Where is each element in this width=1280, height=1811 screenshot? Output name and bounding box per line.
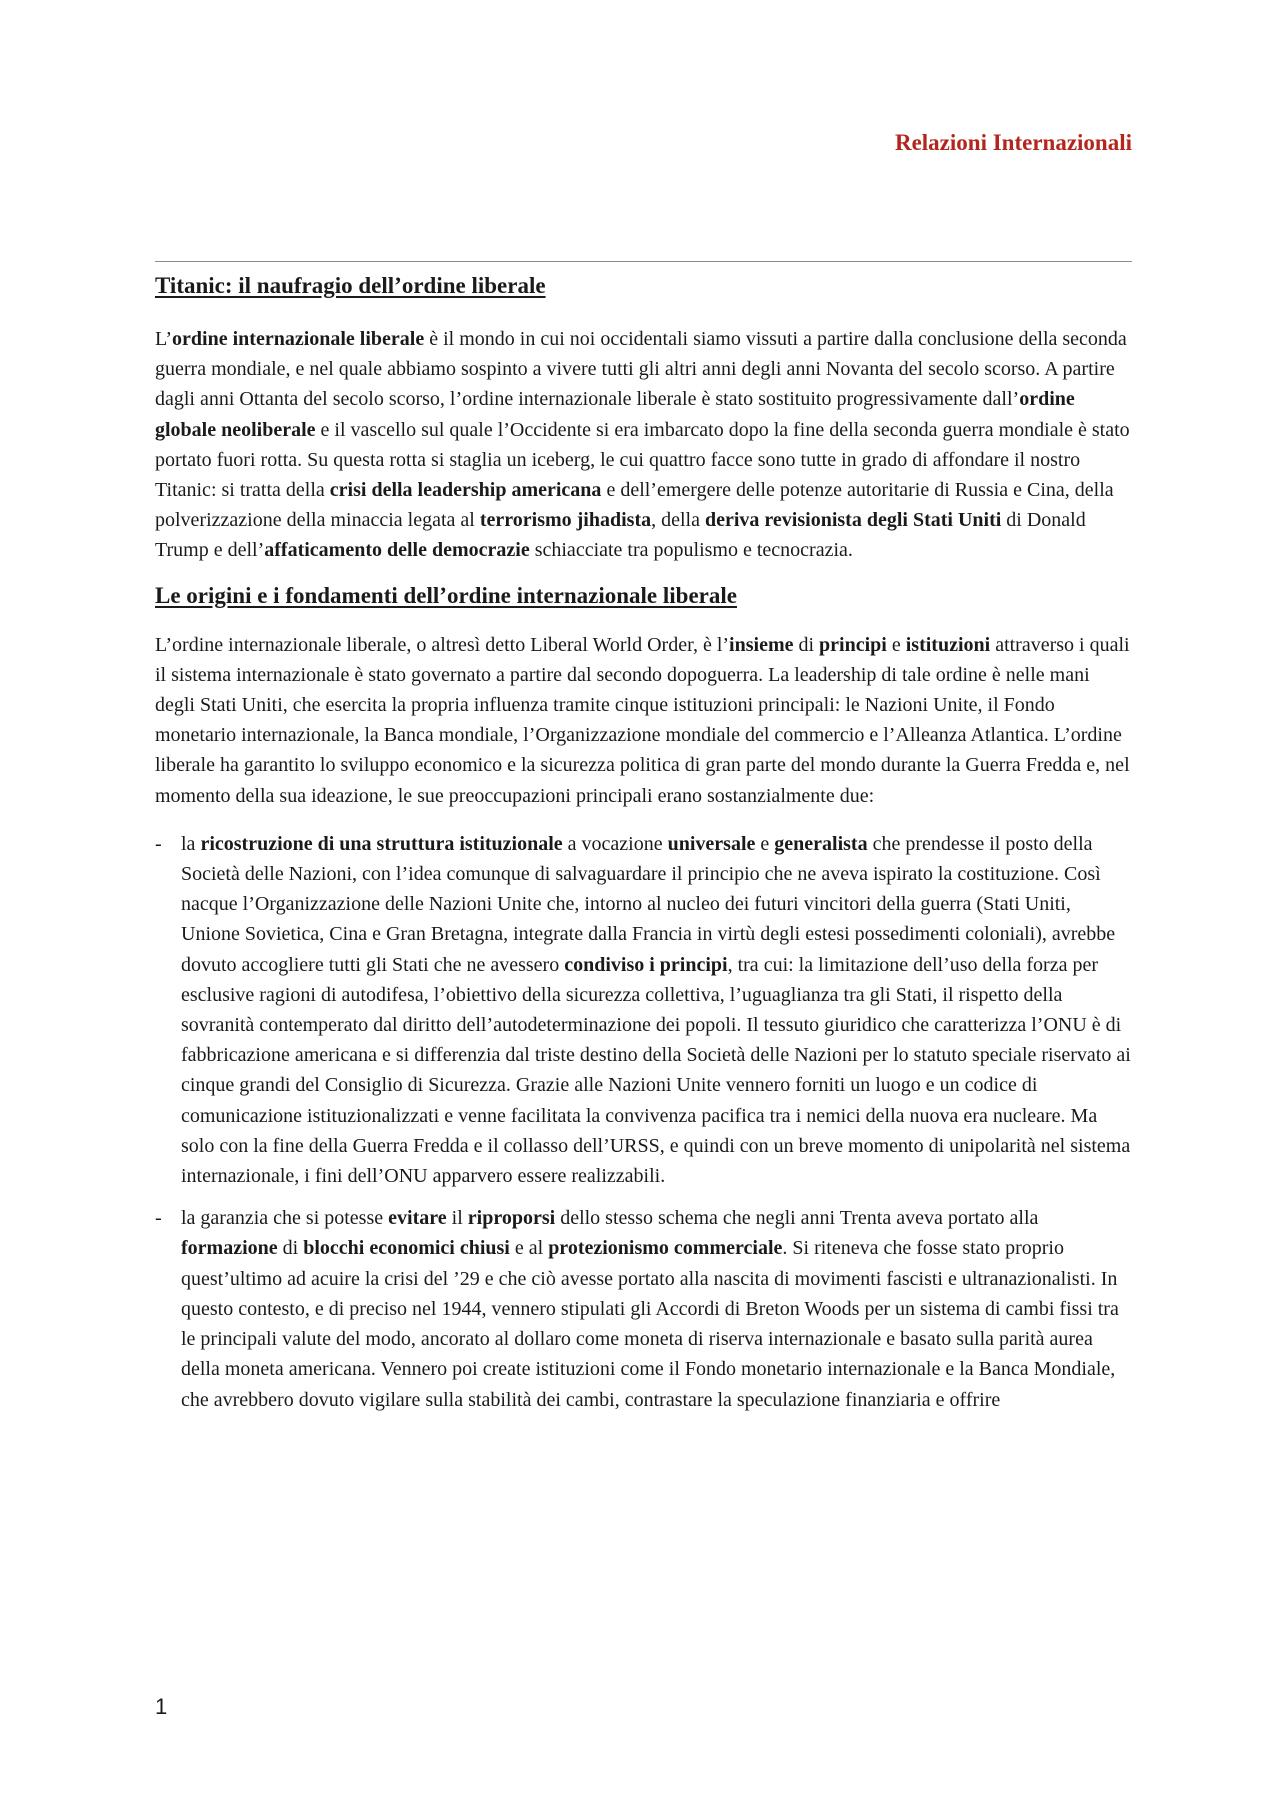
bold-term: formazione [181, 1237, 278, 1260]
header-divider [155, 261, 1132, 262]
document-body [155, 266, 1133, 1427]
bold-term: ordine globale neoliberale [155, 388, 1075, 441]
bold-term: affaticamento delle democrazie [264, 539, 530, 562]
dash-bullet: - [155, 1207, 162, 1230]
bold-term: evitare [388, 1207, 447, 1230]
bold-term: universale [667, 832, 756, 855]
page-number: 1 [155, 1694, 168, 1719]
bold-term: terrorismo jihadista [479, 509, 652, 532]
bold-term: principi [819, 633, 887, 656]
bold-term: ricostruzione di una struttura istituzionale [200, 832, 563, 855]
bold-term: generalista [774, 832, 868, 855]
bold-term: blocchi economici chiusi [303, 1237, 510, 1260]
section-heading: Titanic: il naufragio dell’ordine liberale [155, 273, 546, 298]
running-header-title: Relazioni Internazionali [894, 130, 1132, 155]
list-item [155, 829, 1133, 1191]
bold-term: riproporsi [467, 1207, 556, 1230]
bold-term: insieme [729, 633, 794, 656]
dash-bullet: - [155, 832, 162, 855]
bold-term: protezionismo commerciale [548, 1237, 783, 1260]
bold-term: crisi della leadership americana [329, 479, 602, 502]
body-paragraph: L’ordine internazionale liberale è il mondo in cui noi occidentali siamo vissuti a partire dalla conclusione della seconda guerra mondiale, e nel quale abbiamo sospinto a vivere tutti gli altri anni degli anni Novanta del secolo scorso. A partire dagli anni Ottanta del secolo scorso, l’ordine internazionale liberale è stato sostituito progressivamente dall’ordine globale neoliberale e il vascello sul quale l’Occidente si era imbarcato dopo la fine della seconda guerra mondiale è stato portato fuori rotta. Su questa rotta si staglia un iceberg, le cui quattro facce sono tutte in grado di affondare il nostro Titanic: si tratta della crisi della leadership americana e dell’emergere delle potenze autoritarie di Russia e Cina, della polverizzazione della minaccia legata al terrorismo jihadista, della deriva revisionista degli Stati Uniti di Donald Trump e dell’affaticamento delle democrazie schiacciate tra populismo e tecnocrazia. [155, 328, 1130, 562]
bold-term: ordine internazionale liberale [172, 328, 425, 350]
list-item-text: la ricostruzione di una struttura istituzionale a vocazione universale e generalista che prendesse il posto della Società delle Nazioni, con l’idea comunque di salvaguardare il principio che ne aveva ispirato la costituzione. Così nacque l’Organizzazione delle Nazioni Unite che, intorno al nucleo dei futuri vincitori della guerra (Stati Uniti, Unione Sovietica, Cina e Gran Bretagna, integrate dalla Francia in virtù degli estesi possedimenti coloniali), avrebbe dovuto accogliere tutti gli Stati che ne avessero condiviso i principi, tra cui: la limitazione dell’uso della forza per esclusive ragioni di autodifesa, l’obiettivo della sicurezza collettiva, l’uguaglianza tra gli Stati, il rispetto della sovranità contemperato dal diritto dell’autodeterminazione dei popoli. Il tessuto giuridico che caratterizza l’ONU è di fabbricazione americana e si differenzia dal triste destino della Società delle Nazioni per lo statuto speciale riservato ai cinque grandi del Consiglio di Sicurezza. Grazie alle Nazioni Unite vennero forniti un luogo e un codice di comunicazione istituzionalizzati e venne facilitata la convivenza pacifica tra i nemici della nuova era nucleare. Ma solo con la fine della Guerra Fredda e il collasso dell’URSS, e quindi con un breve momento di unipolarità nel sistema internazionale, i fini dell’ONU apparvero essere realizzabili. [181, 832, 1131, 1188]
list-item [155, 1203, 1133, 1414]
body-paragraph: L’ordine internazionale liberale, o altresì detto Liberal World Order, è l’insieme di principi e istituzioni attraverso i quali il sistema internazionale è stato governato a partire dal secondo dopoguerra. La leadership di tale ordine è nelle mani degli Stati Uniti, che esercita la propria influenza tramite cinque istituzioni principali: le Nazioni Unite, il Fondo monetario internazionale, la Banca mondiale, l’Organizzazione mondiale del commercio e l’Alleanza Atlantica. L’ordine liberale ha garantito lo sviluppo economico e la sicurezza politica di gran parte del mondo durante la Guerra Fredda e, nel momento della sua ideazione, le sue preoccupazioni principali erano sostanzialmente due: [155, 633, 1130, 807]
bold-term: condiviso i principi [564, 953, 728, 976]
bullet-list [155, 829, 1133, 1415]
bold-term: deriva revisionista degli Stati Uniti [704, 509, 1002, 532]
section-heading: Le origini e i fondamenti dell’ordine internazionale liberale [155, 582, 737, 608]
bold-term: istituzioni [905, 633, 991, 656]
list-item-text: la garanzia che si potesse evitare il riproporsi dello stesso schema che negli anni Trenta aveva portato alla formazione di blocchi economici chiusi e al protezionismo commerciale. Si riteneva che fosse stato proprio quest’ultimo ad acuire la crisi del ’29 e che ciò avesse portato alla nascita di movimenti fascisti e ultranazionalisti. In questo contesto, e di preciso nel 1944, vennero stipulati gli Accordi di Breton Woods per un sistema di cambi fissi tra le principali valute del modo, ancorato al dollaro come moneta di riserva internazionale e basato sulla parità aurea della moneta americana. Vennero poi create istituzioni come il Fondo monetario internazionale e la Banca Mondiale, che avrebbero dovuto vigilare sulla stabilità dei cambi, contrastare la speculazione finanziaria e offrire [181, 1207, 1119, 1411]
